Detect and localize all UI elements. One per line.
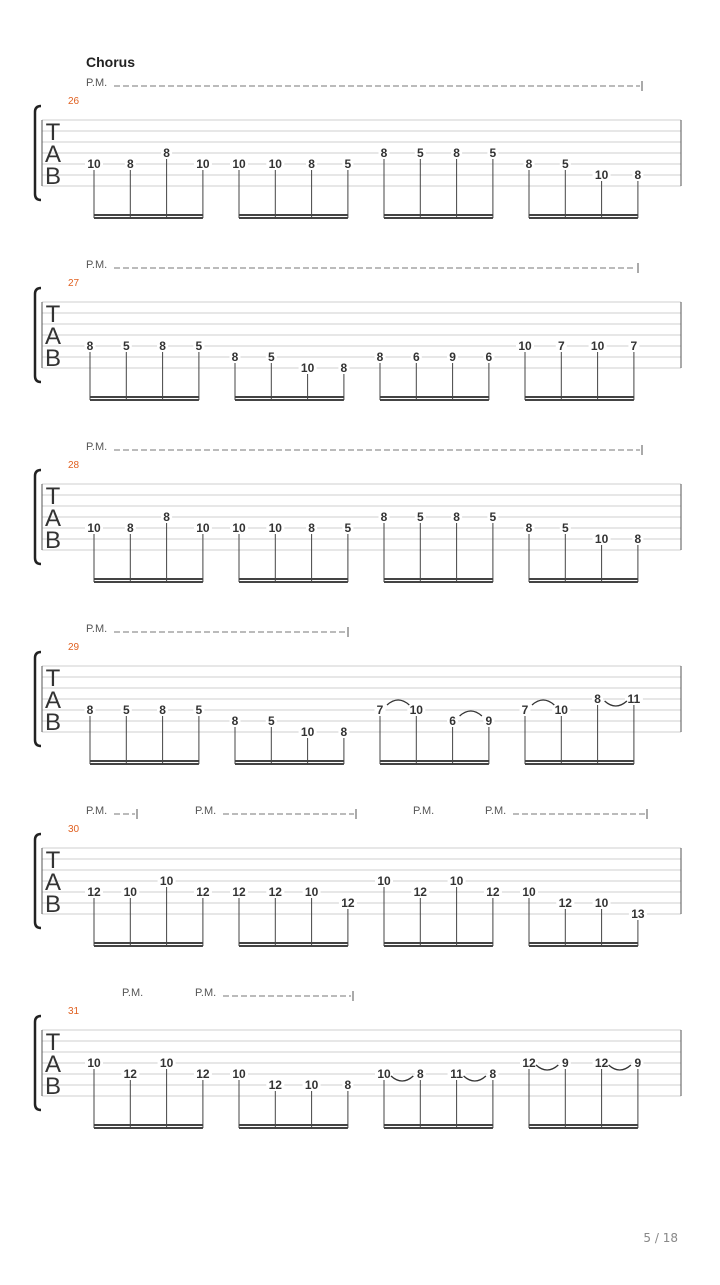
fret-number: 5 xyxy=(267,714,275,728)
fret-number: 10 xyxy=(232,1067,246,1081)
measure-number: 28 xyxy=(68,460,80,471)
tab-clef-letter: B xyxy=(44,345,62,372)
fret-number: 8 xyxy=(416,1067,424,1081)
fret-number: 5 xyxy=(489,510,497,524)
fret-number: 10 xyxy=(196,157,210,171)
fret-number: 8 xyxy=(340,361,348,375)
palm-mute-label: P.M. xyxy=(86,77,108,89)
fret-number: 10 xyxy=(123,885,137,899)
page-number: 5 / 18 xyxy=(643,1231,678,1245)
tab-clef-letter: A xyxy=(44,323,62,350)
palm-mute-label: P.M. xyxy=(485,805,507,817)
fret-number: 7 xyxy=(557,339,565,353)
fret-number: 12 xyxy=(558,896,572,910)
fret-number: 8 xyxy=(634,168,642,182)
fret-number: 10 xyxy=(196,521,210,535)
fret-number: 10 xyxy=(594,168,609,182)
fret-number: 8 xyxy=(453,146,460,160)
system-bracket xyxy=(35,1016,41,1110)
fret-number: 8 xyxy=(163,146,170,160)
fret-number: 10 xyxy=(87,1056,101,1070)
fret-number: 10 xyxy=(300,361,315,375)
fret-number: 8 xyxy=(308,157,315,171)
fret-number: 10 xyxy=(522,885,536,899)
tab-clef-letter: T xyxy=(45,119,61,146)
tab-clef-letter: B xyxy=(44,1073,62,1100)
slur-tie xyxy=(391,1076,413,1081)
section-title: Chorus xyxy=(86,54,135,70)
tab-clef-letter: A xyxy=(44,505,62,532)
fret-number: 10 xyxy=(232,521,246,535)
slur-tie xyxy=(460,711,482,716)
measure-number: 26 xyxy=(68,96,80,107)
fret-number: 5 xyxy=(195,703,203,717)
system-bracket xyxy=(35,652,41,746)
fret-number: 10 xyxy=(268,521,282,535)
fret-number: 10 xyxy=(590,339,605,353)
fret-number: 8 xyxy=(340,725,348,739)
fret-number: 6 xyxy=(412,350,420,364)
fret-number: 5 xyxy=(561,521,569,535)
fret-number: 7 xyxy=(630,339,638,353)
measure-number: 31 xyxy=(68,1006,80,1017)
fret-number: 10 xyxy=(304,885,319,899)
fret-number: 9 xyxy=(561,1056,569,1070)
fret-number: 12 xyxy=(196,885,210,899)
fret-number: 8 xyxy=(344,1078,352,1092)
tab-clef-letter: T xyxy=(45,1029,61,1056)
fret-number: 11 xyxy=(450,1067,463,1081)
slur-tie xyxy=(387,700,409,705)
fret-number: 5 xyxy=(122,339,130,353)
tab-clef-letter: T xyxy=(45,483,61,510)
fret-number: 11 xyxy=(627,692,641,706)
measure-number: 27 xyxy=(68,278,80,289)
slur-tie xyxy=(605,701,627,706)
fret-number: 12 xyxy=(268,1078,282,1092)
fret-number: 12 xyxy=(522,1056,536,1070)
fret-number: 8 xyxy=(86,703,94,717)
fret-number: 8 xyxy=(525,521,533,535)
fret-number: 10 xyxy=(377,1067,391,1081)
palm-mute-label: P.M. xyxy=(86,259,108,271)
slur-tie xyxy=(464,1076,486,1081)
fret-number: 12 xyxy=(594,1056,609,1070)
fret-number: 10 xyxy=(377,874,391,888)
fret-number: 8 xyxy=(376,350,384,364)
tab-clef-letter: B xyxy=(44,709,62,736)
slur-tie xyxy=(532,700,554,705)
tab-clef-letter: A xyxy=(44,141,62,168)
tab-clef-letter: A xyxy=(44,687,62,714)
fret-number: 12 xyxy=(232,885,246,899)
fret-number: 10 xyxy=(159,874,174,888)
fret-number: 10 xyxy=(87,157,101,171)
tab-clef-letter: T xyxy=(45,301,61,328)
fret-number: 10 xyxy=(159,1056,174,1070)
fret-number: 8 xyxy=(380,146,388,160)
palm-mute-label: P.M. xyxy=(86,623,108,635)
palm-mute-label: P.M. xyxy=(413,805,435,817)
fret-number: 8 xyxy=(126,521,134,535)
system-bracket xyxy=(35,288,41,382)
fret-number: 5 xyxy=(416,146,424,160)
fret-number: 8 xyxy=(126,157,134,171)
palm-mute-label: P.M. xyxy=(86,441,108,453)
fret-number: 12 xyxy=(268,885,282,899)
slur-tie xyxy=(609,1065,631,1070)
system-bracket xyxy=(35,106,41,200)
fret-number: 8 xyxy=(231,714,239,728)
fret-number: 5 xyxy=(489,146,497,160)
fret-number: 5 xyxy=(561,157,569,171)
fret-number: 5 xyxy=(195,339,203,353)
fret-number: 9 xyxy=(485,714,493,728)
fret-number: 8 xyxy=(525,157,533,171)
tab-clef-letter: B xyxy=(44,891,62,918)
measure-number: 30 xyxy=(68,824,80,835)
fret-number: 10 xyxy=(300,725,315,739)
fret-number: 10 xyxy=(449,874,464,888)
fret-number: 8 xyxy=(159,339,166,353)
slur-tie xyxy=(536,1065,558,1070)
fret-number: 9 xyxy=(634,1056,642,1070)
fret-number: 6 xyxy=(449,714,456,728)
palm-mute-label: P.M. xyxy=(122,987,144,999)
system-bracket xyxy=(35,470,41,564)
tab-clef-letter: A xyxy=(44,1051,62,1078)
fret-number: 10 xyxy=(232,157,246,171)
fret-number: 5 xyxy=(344,521,352,535)
tab-clef-letter: B xyxy=(44,527,62,554)
fret-number: 8 xyxy=(489,1067,497,1081)
fret-number: 10 xyxy=(409,703,423,717)
fret-number: 10 xyxy=(594,532,609,546)
fret-number: 5 xyxy=(344,157,352,171)
fret-number: 10 xyxy=(594,896,609,910)
fret-number: 12 xyxy=(486,885,500,899)
tab-clef-letter: T xyxy=(45,847,61,874)
fret-number: 8 xyxy=(594,692,601,706)
palm-mute-label: P.M. xyxy=(195,987,217,999)
fret-number: 10 xyxy=(554,703,568,717)
fret-number: 7 xyxy=(376,703,384,717)
tab-clef-letter: B xyxy=(44,163,62,190)
fret-number: 10 xyxy=(268,157,282,171)
fret-number: 10 xyxy=(304,1078,319,1092)
fret-number: 12 xyxy=(196,1067,210,1081)
tab-clef-letter: A xyxy=(44,869,62,896)
fret-number: 5 xyxy=(267,350,275,364)
fret-number: 12 xyxy=(341,896,355,910)
fret-number: 10 xyxy=(518,339,532,353)
fret-number: 9 xyxy=(449,350,456,364)
fret-number: 8 xyxy=(308,521,315,535)
fret-number: 7 xyxy=(521,703,529,717)
fret-number: 8 xyxy=(159,703,166,717)
fret-number: 8 xyxy=(163,510,170,524)
measure-number: 29 xyxy=(68,642,80,653)
fret-number: 12 xyxy=(87,885,101,899)
fret-number: 5 xyxy=(122,703,130,717)
fret-number: 5 xyxy=(416,510,424,524)
fret-number: 8 xyxy=(380,510,388,524)
palm-mute-label: P.M. xyxy=(195,805,217,817)
fret-number: 13 xyxy=(631,907,645,921)
fret-number: 8 xyxy=(86,339,94,353)
fret-number: 8 xyxy=(634,532,642,546)
tab-clef-letter: T xyxy=(45,665,61,692)
fret-number: 12 xyxy=(413,885,427,899)
fret-number: 10 xyxy=(87,521,101,535)
fret-number: 8 xyxy=(231,350,239,364)
fret-number: 12 xyxy=(123,1067,137,1081)
fret-number: 6 xyxy=(485,350,493,364)
fret-number: 8 xyxy=(453,510,460,524)
system-bracket xyxy=(35,834,41,928)
palm-mute-label: P.M. xyxy=(86,805,108,817)
